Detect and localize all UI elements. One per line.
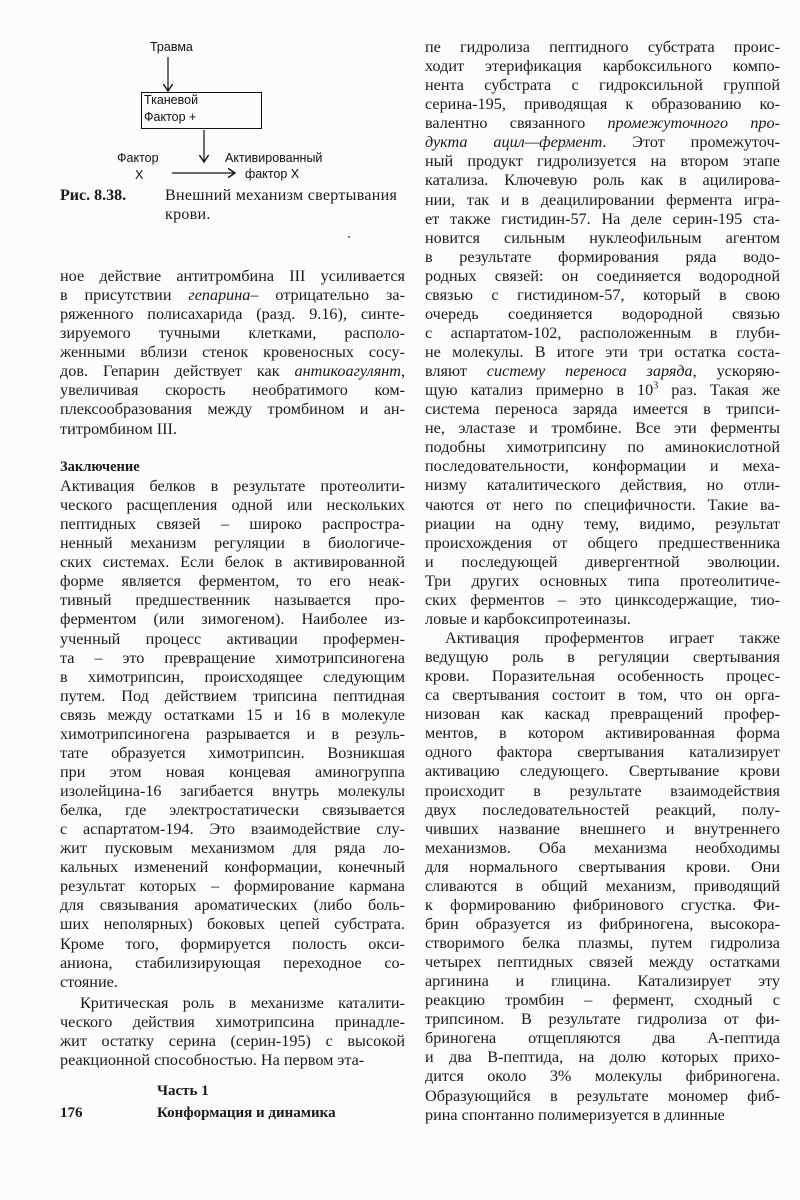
footer-part-title: Конформация и динамика bbox=[157, 1105, 336, 1121]
text-line: нии, так и в деацилировании фермента игра- bbox=[425, 190, 780, 209]
text-line: плексообразования между тромбином и ан- bbox=[60, 400, 405, 419]
text-line: двух последовательностей реакций, полу- bbox=[425, 800, 780, 819]
text-line: белка, где электростатически связывается bbox=[60, 801, 405, 820]
text-line: брин образуется из фибриногена, высокора- bbox=[425, 914, 780, 933]
text-line: ненный механизм регуляции в биологиче- bbox=[60, 534, 405, 553]
text-line: катализа. Ключевую роль как в ацилирова- bbox=[425, 171, 780, 190]
text-line: ряженного полисахарида (разд. 9.16), синте- bbox=[60, 305, 405, 324]
text-line: связь между остатками 15 и 16 в молекуле bbox=[60, 705, 405, 724]
text-line: титромбином III. bbox=[60, 419, 177, 438]
text-line: рина спонтанно полимеризуется в длинные bbox=[425, 1105, 725, 1124]
text-line: низован как каскад превращений профер- bbox=[425, 705, 780, 724]
factor-x-label-2: X bbox=[135, 168, 144, 182]
footer-part-label: Часть 1 bbox=[157, 1083, 209, 1099]
text-line: в результате формирования ряда водо- bbox=[425, 247, 780, 266]
text-line: Кроме того, формируется полость окси- bbox=[60, 934, 405, 953]
text-line: при этом новая концевая аминогруппа bbox=[60, 762, 405, 781]
text-line: происхождения от общего предшественника bbox=[425, 533, 780, 552]
text-line: ментов, в котором активированная форма bbox=[425, 724, 780, 743]
text-line: в химотрипсин, происходящее следующим bbox=[60, 667, 405, 686]
text-line: четырех пептидных связей между остатками bbox=[425, 953, 780, 972]
text-line: очередь соединяется водородной связью bbox=[425, 304, 780, 323]
text-line: тате образуется химотрипсин. Возникшая bbox=[60, 743, 405, 762]
text-line: Три других основных типа протеолитиче- bbox=[425, 571, 780, 590]
text-line: ских ферментов – это цинксодержащие, тио- bbox=[425, 590, 780, 609]
text-line: с аспартатом-194. Это взаимодействие слу- bbox=[60, 820, 405, 839]
text-line: аргинина и глицина. Катализирует эту bbox=[425, 972, 780, 991]
activated-factor-label-1: Активированный bbox=[225, 151, 323, 165]
text-line: ный продукт гидролизуется на втором этапе bbox=[425, 152, 780, 171]
text-line: связью с гистидином-57, который в свою bbox=[425, 285, 780, 304]
right-paragraph-2 bbox=[425, 629, 780, 1125]
text-line: ских системах. Если белок в активированной bbox=[60, 553, 405, 572]
section-heading: Заключение bbox=[60, 459, 140, 475]
text-line: валентно связанного промежуточного про- bbox=[425, 114, 781, 133]
figure-caption-text: Внешний механизм свертывания крови. bbox=[165, 187, 398, 223]
text-line: и два В-пептида, на долю которых прихо- bbox=[425, 1048, 780, 1067]
text-line: са свертывания состоит в том, что он орга- bbox=[425, 686, 780, 705]
text-line: ученный процесс активации профермен- bbox=[60, 629, 405, 648]
text-line: реакцию тромбин – фермент, сходный с bbox=[425, 991, 780, 1010]
text-line: ведущую роль в регуляции свертывания bbox=[425, 648, 780, 667]
text-line: дится около 3% молекулы фибриногена. bbox=[425, 1067, 780, 1086]
text-line: Активация белков в результате протеолити- bbox=[60, 477, 405, 495]
text-line: Активация проферментов играет также bbox=[445, 629, 780, 647]
text-line: с аспартатом-102, расположенным в глуби- bbox=[425, 323, 780, 342]
text-line: сливаются в общий механизм, приводящий bbox=[425, 876, 780, 895]
activated-factor-label-2: фактор X bbox=[245, 167, 300, 181]
text-line: створимого белка плазмы, путем гидролиза bbox=[425, 934, 780, 952]
text-line: к формированию фибринового сгустка. Фи- bbox=[425, 895, 780, 914]
factor-x-label-1: Фактор bbox=[117, 151, 159, 165]
text-line: подобны химотрипсину по аминокислотной bbox=[425, 438, 780, 457]
text-line: химотрипсиногена разрывается и в резуль- bbox=[60, 724, 405, 743]
text-line: последовательности, конформации и меха- bbox=[425, 457, 780, 476]
text-line: пептидных связей – широко распростра- bbox=[60, 515, 405, 534]
left-summary-paragraph bbox=[60, 477, 405, 992]
text-line: чивших название внешнего и внутреннего bbox=[425, 819, 780, 838]
text-line: для нормального свертывания крови. Они bbox=[425, 857, 780, 876]
text-line: ет также гистидин-57. На деле серин-195 ста- bbox=[425, 209, 780, 228]
print-speck bbox=[348, 236, 350, 238]
figure-caption-number: Рис. 8.38. bbox=[60, 187, 127, 204]
text-line: родных связей: он соединяется водородной bbox=[425, 266, 780, 285]
text-line: одного фактора свертывания катализирует bbox=[425, 743, 780, 762]
text-line: ходит этерификация карбоксильного компо- bbox=[425, 57, 780, 76]
text-line: Критическая роль в механизме каталити- bbox=[80, 994, 405, 1012]
page-number: 176 bbox=[60, 1105, 83, 1121]
text-line: жит пусковым механизмом для ряда ло- bbox=[60, 839, 405, 858]
text-line: кальных изменений конформации, конечный bbox=[60, 858, 405, 877]
text-line: и последующей дивергентной эволюции. bbox=[425, 552, 780, 571]
text-line: ное действие антитромбина III усиливается bbox=[60, 267, 405, 285]
text-line: ловые и карбоксипротеиназы. bbox=[425, 609, 631, 628]
text-line: активацию следующего. Свертывание крови bbox=[425, 762, 780, 781]
text-line: результат которых – формирование кармана bbox=[60, 877, 405, 896]
tissue-factor-label-1: Тканевой bbox=[144, 93, 199, 107]
text-line: новится сильным нуклеофильным агентом bbox=[425, 228, 780, 247]
text-line: дов. Гепарин действует как антикоагулянт, bbox=[60, 362, 405, 381]
text-line: та – это превращение химотрипсиногена bbox=[60, 648, 405, 667]
left-intro-paragraph bbox=[60, 267, 405, 439]
text-line: тивный предшественник называется про- bbox=[60, 591, 405, 610]
text-line: происходит в результате взаимодействия bbox=[425, 781, 780, 800]
text-line: трипсином. В результате гидролиза от фи- bbox=[425, 1010, 780, 1029]
text-line: Образующийся в результате мономер фиб- bbox=[425, 1086, 780, 1105]
text-line: в присутствии гепарина– отрицательно за- bbox=[60, 286, 405, 305]
text-line: не молекулы. В итоге эти три остатка соста- bbox=[425, 343, 780, 361]
text-line: ческого расщепления одной или нескольких bbox=[60, 496, 405, 515]
text-line: ших неполярных) боковых цепей субстрата. bbox=[60, 915, 405, 934]
text-line: низму каталитического действия, но отли- bbox=[425, 476, 780, 495]
text-line: вляют систему переноса заряда, ускоряю- bbox=[425, 362, 780, 381]
text-line: пе гидролиза пептидного субстрата проис- bbox=[425, 38, 780, 56]
text-line: жит остатку серина (серин-195) с высокой bbox=[60, 1032, 405, 1051]
text-line: серина-195, приводящая к образованию ко- bbox=[425, 95, 780, 114]
text-line: чаются от него по специфичности. Такие ва- bbox=[425, 495, 780, 514]
text-line: зируемого тучными клетками, располо- bbox=[60, 324, 405, 343]
text-line: бриногена отщепляются два А-пептида bbox=[425, 1029, 780, 1048]
tissue-factor-label-2: Фактор + bbox=[144, 110, 197, 124]
text-line: система переноса заряда имеется в трипси- bbox=[425, 400, 780, 419]
text-line: женными вблизи стенок кровеносных сосу- bbox=[60, 343, 405, 362]
text-line: путем. Под действием трипсина пептидная bbox=[60, 686, 405, 705]
text-line: реакционной способностью. На первом эта- bbox=[60, 1051, 365, 1070]
right-paragraph-1 bbox=[425, 38, 780, 629]
text-line: форме является ферментом, то его неак- bbox=[60, 572, 405, 591]
text-line: нента субстрата с гидроксильной группой bbox=[425, 76, 780, 95]
text-line: аниона, стабилизирующая переходное со- bbox=[60, 953, 405, 972]
left-critical-paragraph bbox=[60, 994, 405, 1070]
text-line: для связывания ароматических (либо боль- bbox=[60, 896, 405, 915]
text-line: крови. Поразительная особенность процес- bbox=[425, 667, 780, 686]
text-line: дукта ацил—фермент. Этот промежуточ- bbox=[425, 133, 780, 152]
text-line: стояние. bbox=[60, 972, 118, 991]
text-line: ческого действия химотрипсина принадле- bbox=[60, 1013, 405, 1032]
text-line: механизмов. Оба механизма необходимы bbox=[425, 838, 780, 857]
text-line: не, эластазе и тромбине. Все эти ферменты bbox=[425, 419, 780, 438]
trauma-label: Травма bbox=[150, 40, 193, 54]
text-line: ферментом (или зимогеном). Наиболее из- bbox=[60, 610, 405, 629]
text-line: увеличивая скорость необратимого ком- bbox=[60, 381, 405, 400]
text-line: риации на одну тему, видимо, результат bbox=[425, 514, 780, 533]
text-line: изолейцина-16 загибается внутрь молекулы bbox=[60, 782, 405, 800]
text-line: щую катализ примерно в $10^3$ раз. Такая же bbox=[425, 380, 780, 400]
